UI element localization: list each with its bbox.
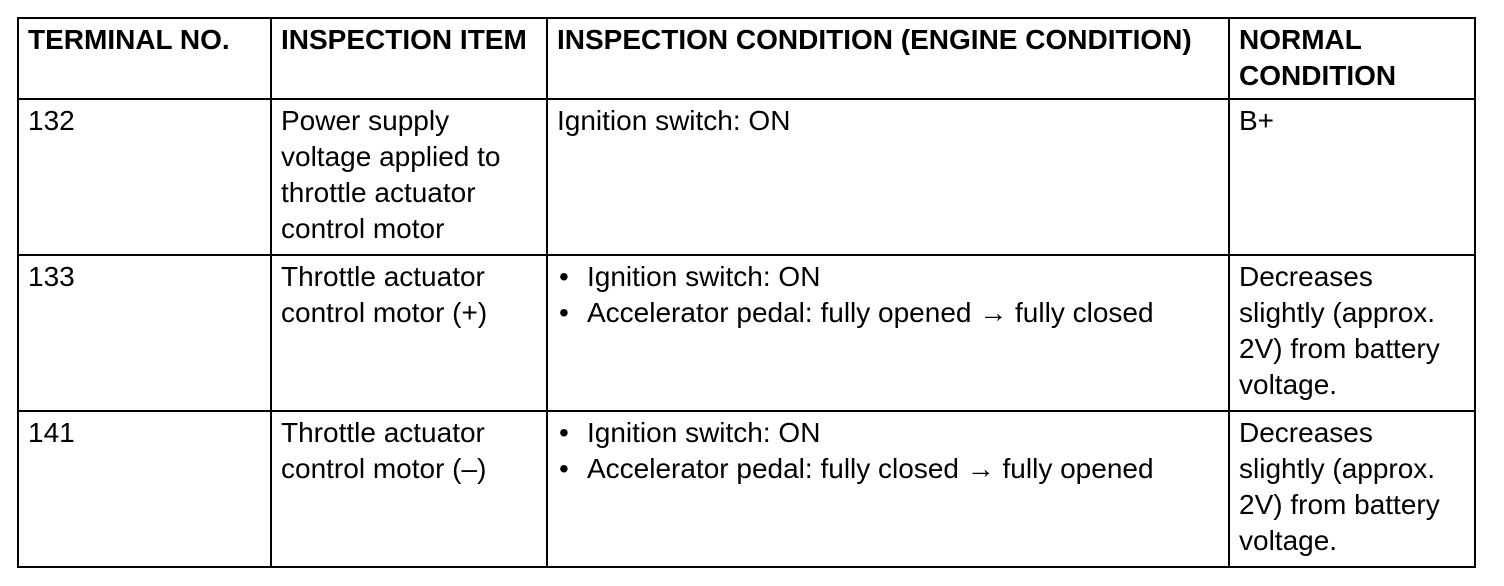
condition-list [557,259,1219,331]
header-inspection-item: INSPECTION ITEM [271,18,547,99]
header-terminal-no: TERMINAL NO. [18,18,271,99]
normal-cell: Decreases slightly (approx. 2V) from battery voltage. [1229,255,1475,411]
table-row [18,255,1475,411]
table-row [18,411,1475,567]
header-normal-condition: NORMAL CONDITION [1229,18,1475,99]
condition-cell [547,411,1229,567]
condition-list-item [557,415,1219,451]
condition-list-item [557,451,1219,487]
bullet-icon: • [559,417,569,448]
normal-cell: B+ [1229,99,1475,255]
condition-list-item [557,295,1219,331]
condition-text: Ignition switch: ON [587,417,821,448]
bullet-icon: • [559,453,569,484]
inspection-table [17,17,1476,568]
bullet-icon: • [559,297,569,328]
table-header-row [18,18,1475,99]
bullet-icon: • [559,261,569,292]
condition-cell: Ignition switch: ON [547,99,1229,255]
condition-cell [547,255,1229,411]
terminal-cell: 132 [18,99,271,255]
normal-cell: Decreases slightly (approx. 2V) from battery voltage. [1229,411,1475,567]
condition-list-item [557,259,1219,295]
terminal-cell: 133 [18,255,271,411]
condition-text: Ignition switch: ON [587,261,821,292]
header-inspection-condition: INSPECTION CONDITION (ENGINE CONDITION) [547,18,1229,99]
condition-text: Accelerator pedal: fully closed → fully opened [587,453,1154,484]
terminal-cell: 141 [18,411,271,567]
condition-text: Accelerator pedal: fully opened → fully closed [587,297,1154,328]
condition-list [557,415,1219,487]
table-row [18,99,1475,255]
item-cell: Throttle actuator control motor (–) [271,411,547,567]
item-cell: Power supply voltage applied to throttle actuator control motor [271,99,547,255]
item-cell: Throttle actuator control motor (+) [271,255,547,411]
